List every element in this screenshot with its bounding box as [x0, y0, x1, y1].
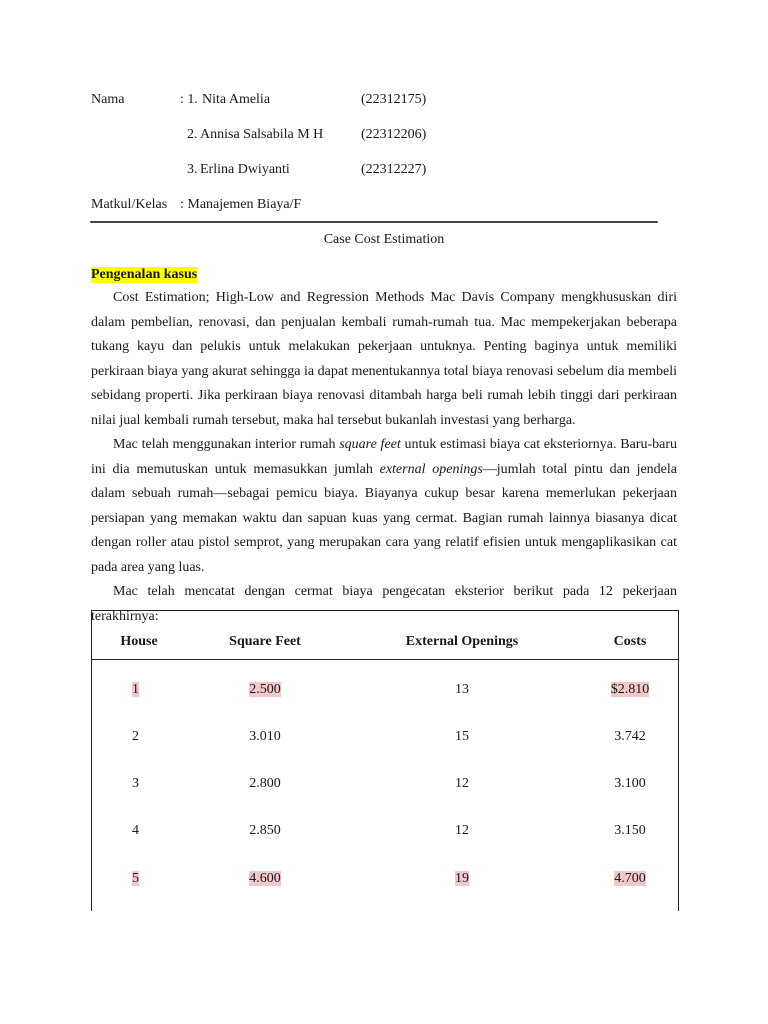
paragraph-1: Cost Estimation; High-Low and Regression Methods Mac Davis Company mengkhususkan diri dalam pembelian, renovasi, dan penjualan kembali rumah-rumah tua. Mac mempekerjakan beberapa tukang kayu dan pelukis untuk melakukan pekerjaan untuknya. Penting baginya untuk memiliki perkiraan biaya yang akurat sehingga ia dapat menentukannya total biaya renovasi sebelum dia membeli sebidang properti. Jika perkiraan biaya renovasi ditambah harga beli rumah lebih tinggi dari perkiraan nilai jual kembali rumah tersebut, maka hal tersebut bukanlah investasi yang berharga.	[91, 290, 677, 428]
member-3-prefix: 3.	[187, 162, 198, 177]
term-square-feet: square feet	[339, 437, 401, 452]
paragraph-2-part-a: Mac telah menggunakan interior rumah	[113, 437, 340, 452]
matkul-value: : Manajemen Biaya/F	[180, 197, 302, 212]
cost-table	[91, 610, 679, 911]
header-divider	[90, 221, 658, 223]
matkul-label: Matkul/Kelas	[91, 197, 168, 212]
paragraph-2-part-b: untuk estimasi biaya cat eksteriornya. Baru-baru ini dia memutuskan untuk memasukkan jumlah	[91, 437, 677, 477]
document-title: Case Cost Estimation	[323, 232, 445, 247]
member-3-id: (22312227)	[361, 162, 427, 177]
row-4-house: 4	[132, 823, 139, 838]
row-3-house: 3	[132, 776, 139, 791]
paragraph-3: Mac telah mencatat dengan cermat biaya pengecatan eksterior berikut pada 12 pekerjaan terakhirnya:	[91, 584, 677, 624]
member-1-name: Nita Amelia	[202, 92, 271, 107]
row-1-openings: 13	[455, 682, 469, 697]
row-2-cost: 3.742	[614, 729, 646, 744]
row-5-cost: 4.700	[614, 871, 646, 886]
row-2-sqft: 3.010	[249, 729, 281, 744]
row-1-house: 1	[132, 682, 139, 697]
member-1-prefix: : 1.	[180, 92, 198, 107]
row-1-cost: $2.810	[610, 682, 650, 697]
paragraph-2-part-c: —jumlah total pintu dan jendela dalam sebuah rumah—sebagai pemicu biaya. Biayanya cukup besar karena memerlukan pekerjaan persiapan yang memakan waktu dan sapuan kuas yang cermat. Bagian rumah lainnya biasanya dicat dengan roller atau pistol semprot, yang merupakan cara yang relatif efisien untuk mengaplikasikan cat pada area yang luas.	[91, 461, 677, 575]
row-3-sqft: 2.800	[249, 776, 281, 791]
row-5-openings: 19	[455, 871, 469, 886]
row-1-sqft: 2.500	[249, 682, 281, 697]
row-3-cost: 3.100	[614, 776, 646, 791]
member-2-id: (22312206)	[361, 127, 427, 142]
row-2-openings: 15	[455, 729, 469, 744]
body-text	[91, 286, 677, 629]
member-2-name: Annisa Salsabila M H	[200, 127, 324, 142]
table-header-row	[92, 611, 678, 660]
nama-label: Nama	[91, 92, 125, 107]
member-3-name: Erlina Dwiyanti	[200, 162, 290, 177]
row-3-openings: 12	[455, 776, 469, 791]
row-4-openings: 12	[455, 823, 469, 838]
row-2-house: 2	[132, 729, 139, 744]
member-2-prefix: 2.	[187, 127, 198, 142]
member-1-id: (22312175)	[361, 92, 427, 107]
section-heading: Pengenalan kasus	[91, 267, 198, 282]
row-4-cost: 3.150	[614, 823, 646, 838]
header-costs: Costs	[613, 634, 647, 649]
header-house: House	[120, 634, 158, 649]
row-5-house: 5	[132, 871, 139, 886]
row-5-sqft: 4.600	[249, 871, 281, 886]
row-4-sqft: 2.850	[249, 823, 281, 838]
header-square-feet: Square Feet	[229, 634, 301, 649]
header-external-openings: External Openings	[405, 634, 519, 649]
paragraph-2	[91, 433, 677, 580]
term-external-openings: external openings	[379, 461, 483, 477]
